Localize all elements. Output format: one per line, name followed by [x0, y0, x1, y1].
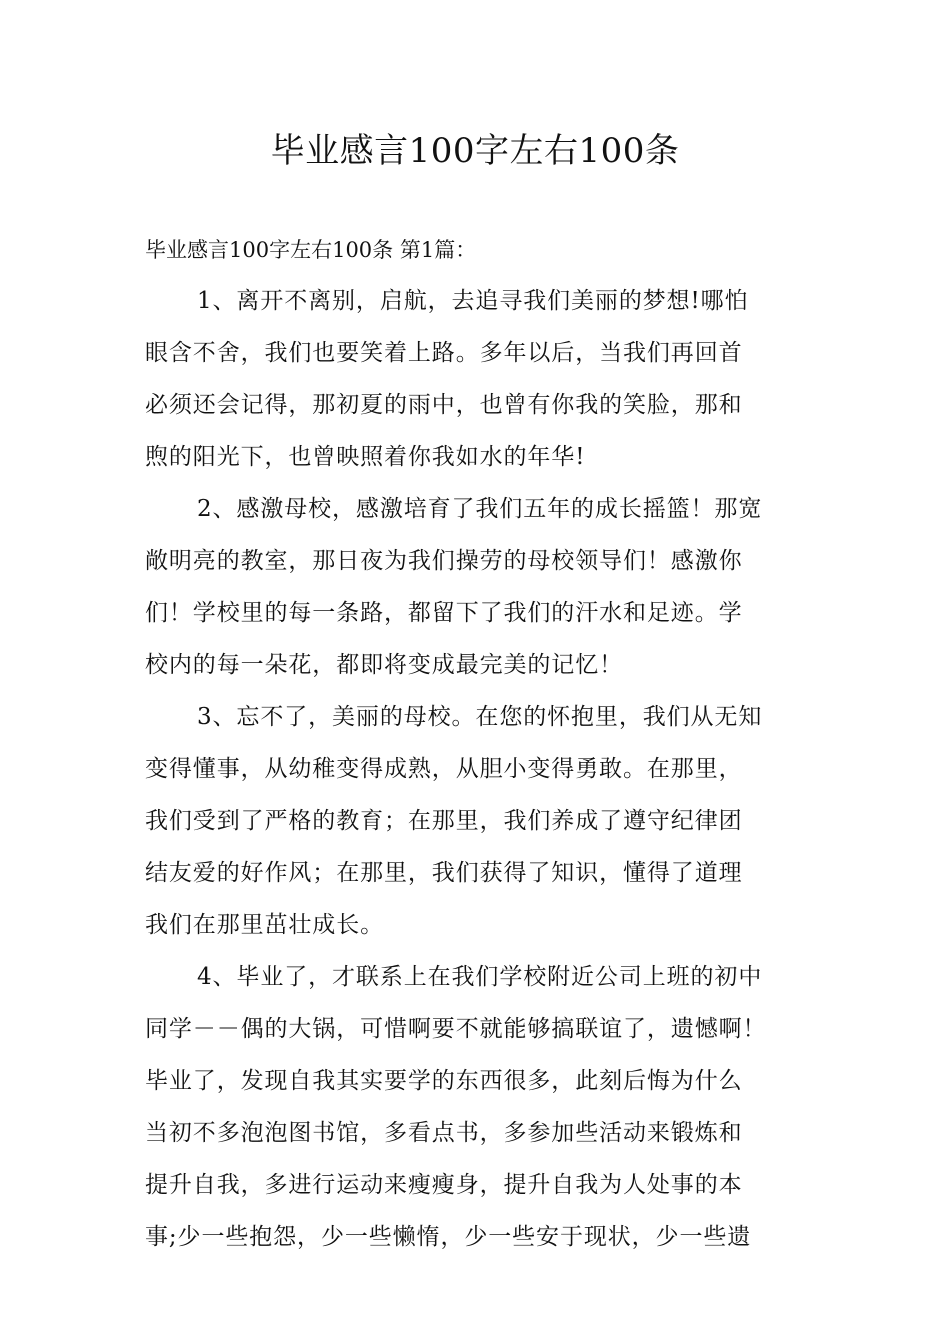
section-heading: 毕业感言100字左右100条 第1篇： [145, 238, 477, 262]
paragraph-2 [145, 483, 810, 691]
paragraph-line: 们！学校里的每一条路，都留下了我们的汗水和足迹。学 [145, 600, 743, 626]
paragraph-line: 事;少一些抱怨，少一些懒惰，少一些安于现状，少一些遗 [145, 1224, 752, 1250]
paragraph-line: 眼含不舍，我们也要笑着上路。多年以后，当我们再回首 [145, 340, 743, 366]
paragraph-line: 我们受到了严格的教育；在那里，我们养成了遵守纪律团 [145, 808, 743, 834]
paragraph-1 [145, 275, 810, 483]
paragraph-line: 毕业了，发现自我其实要学的东西很多，此刻后悔为什么 [145, 1068, 743, 1094]
paragraph-line: 提升自我，多进行运动来瘦瘦身，提升自我为人处事的本 [145, 1172, 743, 1198]
paragraph-3 [145, 691, 810, 951]
paragraph-line: 3、忘不了，美丽的母校。在您的怀抱里，我们从无知 [197, 704, 763, 730]
paragraph-line: 煦的阳光下，也曾映照着你我如水的年华! [145, 444, 586, 470]
paragraph-line: 结友爱的好作风；在那里，我们获得了知识，懂得了道理 [145, 860, 743, 886]
document-body [145, 225, 810, 1263]
paragraph-line: 敞明亮的教室，那日夜为我们操劳的母校领导们！感激你 [145, 548, 743, 574]
paragraph-line: 我们在那里茁壮成长。 [145, 912, 384, 938]
paragraph-line: 必须还会记得，那初夏的雨中，也曾有你我的笑脸，那和 [145, 392, 743, 418]
paragraph-line: 变得懂事，从幼稚变得成熟，从胆小变得勇敢。在那里， [145, 756, 743, 782]
paragraph-line: 4、毕业了，才联系上在我们学校附近公司上班的初中 [197, 964, 763, 990]
document-title: 毕业感言100字左右100条 [270, 131, 680, 171]
paragraph-line: 当初不多泡泡图书馆，多看点书，多参加些活动来锻炼和 [145, 1120, 743, 1146]
paragraph-line: 2、感激母校，感激培育了我们五年的成长摇篮！那宽 [197, 496, 763, 522]
paragraph-line: 同学－－偶的大锅，可惜啊要不就能够搞联谊了，遗憾啊！ [145, 1016, 767, 1042]
paragraph-line: 1、离开不离别，启航，去追寻我们美丽的梦想!哪怕 [197, 288, 749, 314]
paragraph-line: 校内的每一朵花，都即将变成最完美的记忆！ [145, 652, 623, 678]
paragraph-4 [145, 951, 810, 1263]
